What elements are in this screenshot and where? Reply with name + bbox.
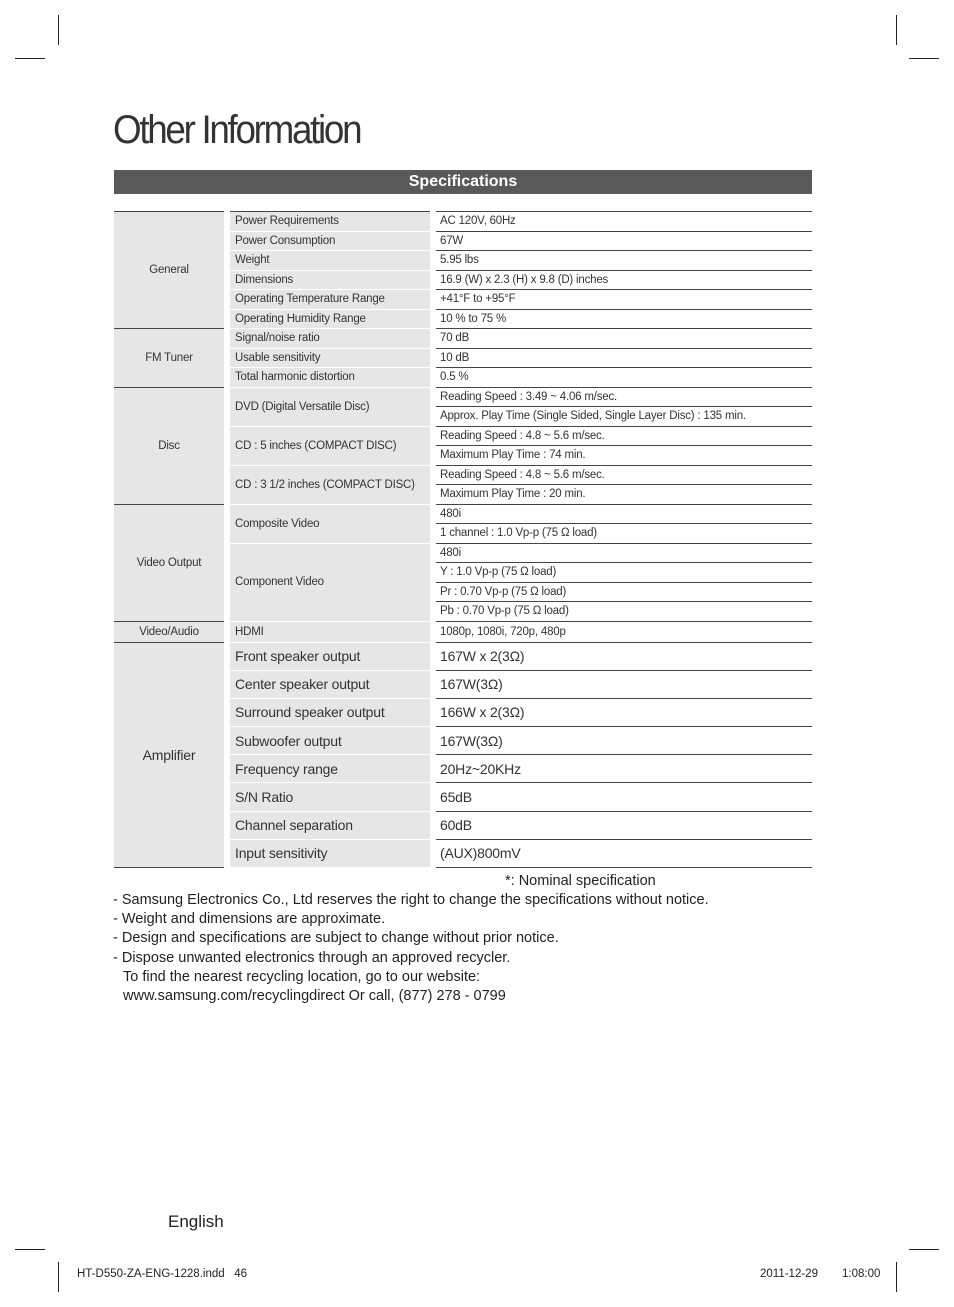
spec-value: 480i bbox=[433, 504, 812, 524]
note-line: To find the nearest recycling location, go to our website: bbox=[123, 969, 481, 985]
crop-mark bbox=[58, 15, 59, 45]
spec-item: CD : 5 inches (COMPACT DISC) bbox=[227, 426, 433, 465]
spec-value: 60dB bbox=[433, 811, 812, 839]
crop-mark bbox=[909, 1249, 939, 1250]
spec-value: 70 dB bbox=[433, 329, 812, 349]
spec-item: S/N Ratio bbox=[227, 783, 433, 811]
table-row bbox=[114, 621, 812, 642]
crop-mark bbox=[15, 1249, 45, 1250]
spec-item: Operating Temperature Range bbox=[227, 290, 433, 310]
table-row bbox=[114, 387, 812, 407]
slug-filename: HT-D550-ZA-ENG-1228.indd 46 bbox=[77, 1268, 248, 1280]
spec-value: 167W x 2(3Ω) bbox=[433, 642, 812, 670]
spec-item: Center speaker output bbox=[227, 670, 433, 698]
spec-value: 16.9 (W) x 2.3 (H) x 9.8 (D) inches bbox=[433, 270, 812, 290]
spec-item: Signal/noise ratio bbox=[227, 329, 433, 349]
slug-date: 2011-12-29 bbox=[760, 1268, 818, 1280]
spec-value: Approx. Play Time (Single Sided, Single Layer Disc) : 135 min. bbox=[433, 407, 812, 427]
spec-value: Pr : 0.70 Vp-p (75 Ω load) bbox=[433, 582, 812, 602]
spec-item: Weight bbox=[227, 251, 433, 271]
category-general: General bbox=[114, 212, 227, 329]
spec-value: 20Hz~20KHz bbox=[433, 755, 812, 783]
spec-item: Usable sensitivity bbox=[227, 348, 433, 368]
spec-value: 1 channel : 1.0 Vp-p (75 Ω load) bbox=[433, 524, 812, 544]
nominal-note: *: Nominal specification bbox=[505, 873, 656, 889]
table-row bbox=[114, 504, 812, 524]
spec-value: (AUX)800mV bbox=[433, 839, 812, 867]
spec-value: 166W x 2(3Ω) bbox=[433, 698, 812, 726]
spec-item: Channel separation bbox=[227, 811, 433, 839]
spec-item: HDMI bbox=[227, 621, 433, 642]
footer-language: English bbox=[168, 1212, 224, 1231]
spec-item: Frequency range bbox=[227, 755, 433, 783]
table-row bbox=[114, 212, 812, 232]
spec-value: Pb : 0.70 Vp-p (75 Ω load) bbox=[433, 602, 812, 622]
specifications-table bbox=[114, 211, 812, 868]
note-line: - Samsung Electronics Co., Ltd reserves the right to change the specifications without notice. bbox=[113, 892, 709, 908]
crop-mark bbox=[909, 58, 939, 59]
spec-item: DVD (Digital Versatile Disc) bbox=[227, 387, 433, 426]
note-line: - Dispose unwanted electronics through an approved recycler. bbox=[113, 950, 511, 966]
note-line: - Weight and dimensions are approximate. bbox=[113, 911, 386, 927]
crop-mark bbox=[58, 1262, 59, 1292]
crop-mark bbox=[896, 15, 897, 45]
spec-value: Reading Speed : 4.8 ~ 5.6 m/sec. bbox=[433, 426, 812, 446]
crop-mark bbox=[15, 58, 45, 59]
category-video-output: Video Output bbox=[114, 504, 227, 621]
spec-item: Power Consumption bbox=[227, 231, 433, 251]
spec-item: Composite Video bbox=[227, 504, 433, 543]
spec-item: Subwoofer output bbox=[227, 727, 433, 755]
spec-item: Dimensions bbox=[227, 270, 433, 290]
spec-value: 65dB bbox=[433, 783, 812, 811]
spec-item: Operating Humidity Range bbox=[227, 309, 433, 329]
category-video-audio: Video/Audio bbox=[114, 621, 227, 642]
spec-value: Maximum Play Time : 20 min. bbox=[433, 485, 812, 505]
spec-value: 167W(3Ω) bbox=[433, 727, 812, 755]
page-title: Other Information bbox=[113, 108, 361, 152]
spec-value: AC 120V, 60Hz bbox=[433, 212, 812, 232]
spec-value: 480i bbox=[433, 543, 812, 563]
spec-value: Maximum Play Time : 74 min. bbox=[433, 446, 812, 466]
spec-value: +41°F to +95°F bbox=[433, 290, 812, 310]
table-row bbox=[114, 642, 812, 670]
spec-item: Power Requirements bbox=[227, 212, 433, 232]
spec-value: Reading Speed : 3.49 ~ 4.06 m/sec. bbox=[433, 387, 812, 407]
spec-value: 5.95 lbs bbox=[433, 251, 812, 271]
spec-value: Y : 1.0 Vp-p (75 Ω load) bbox=[433, 563, 812, 583]
spec-item: Surround speaker output bbox=[227, 698, 433, 726]
spec-value: 10 % to 75 % bbox=[433, 309, 812, 329]
crop-mark bbox=[896, 1262, 897, 1292]
spec-item: Component Video bbox=[227, 543, 433, 621]
slug-time: 1:08:00 bbox=[842, 1268, 881, 1280]
section-title: Specifications bbox=[114, 170, 812, 194]
spec-item: Front speaker output bbox=[227, 642, 433, 670]
note-line: - Design and specifications are subject to change without prior notice. bbox=[113, 930, 559, 946]
spec-value: 0.5 % bbox=[433, 368, 812, 388]
spec-item: Total harmonic distortion bbox=[227, 368, 433, 388]
spec-item: Input sensitivity bbox=[227, 839, 433, 867]
spec-value: 167W(3Ω) bbox=[433, 670, 812, 698]
table-row bbox=[114, 329, 812, 349]
spec-value: 67W bbox=[433, 231, 812, 251]
category-disc: Disc bbox=[114, 387, 227, 504]
category-amplifier: Amplifier bbox=[114, 642, 227, 868]
category-fm-tuner: FM Tuner bbox=[114, 329, 227, 388]
spec-value: Reading Speed : 4.8 ~ 5.6 m/sec. bbox=[433, 465, 812, 485]
spec-value: 10 dB bbox=[433, 348, 812, 368]
note-line: www.samsung.com/recyclingdirect Or call, (877) 278 - 0799 bbox=[123, 988, 506, 1004]
spec-item: CD : 3 1/2 inches (COMPACT DISC) bbox=[227, 465, 433, 504]
spec-value: 1080p, 1080i, 720p, 480p bbox=[433, 621, 812, 642]
